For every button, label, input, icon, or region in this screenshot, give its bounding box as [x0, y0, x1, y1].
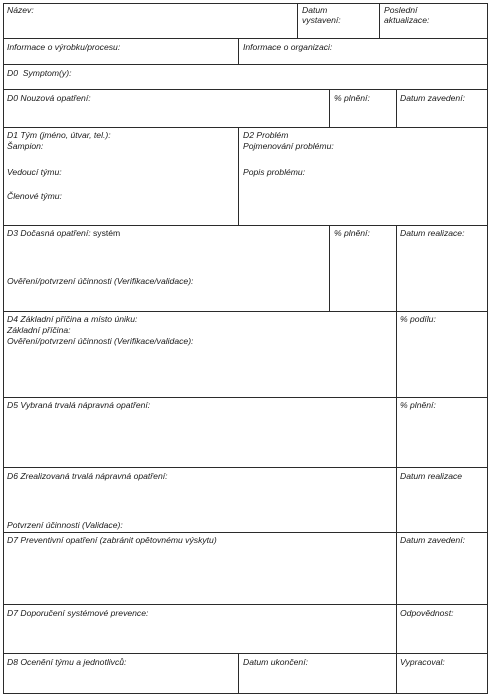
row-divider [3, 467, 488, 468]
d6-label: D6 Zrealizovaná trvalá nápravná opatření: [7, 471, 168, 481]
datum-vystaveni-label: vystavení: [302, 15, 341, 25]
d2-pojmenovani-label: Pojmenování problému: [243, 141, 334, 151]
d6-datum-label: Datum realizace [400, 471, 463, 481]
d4-overeni-label: Ověření/potvrzení účinnosti (Verifikace/validace): [7, 336, 194, 346]
d1-vedouci-label: Vedoucí týmu: [7, 167, 62, 177]
d5-plneni-label: % plnění: [400, 400, 436, 410]
col-divider [396, 311, 397, 694]
form-border-right [487, 3, 488, 694]
d3-label [7, 228, 120, 238]
col-divider [238, 38, 239, 65]
col-divider [329, 225, 330, 312]
col-divider [297, 3, 298, 39]
col-divider [396, 89, 397, 128]
row-divider [3, 89, 488, 90]
nazev-label: Název: [7, 5, 34, 15]
d2-popis-label: Popis problému: [243, 167, 306, 177]
d3-datum-label: Datum realizace: [400, 228, 465, 238]
d7-odpovednost-label: Odpovědnost: [400, 608, 454, 618]
d3-plneni-label: % plnění: [334, 228, 370, 238]
d3-label-italic: D3 Dočasná opatření: [7, 228, 91, 238]
d0-datum-label: Datum zavedení: [400, 93, 465, 103]
form-border-left [3, 3, 4, 694]
row-divider [3, 532, 488, 533]
col-divider [238, 127, 239, 226]
row-divider [3, 311, 488, 312]
form-border-top [3, 3, 488, 4]
d2-title: D2 Problém [243, 130, 289, 140]
d7-doporuceni-label: D7 Doporučení systémové prevence: [7, 608, 149, 618]
form-border-bottom [3, 693, 488, 694]
row-divider [3, 127, 488, 128]
d5-label: D5 Vybraná trvalá nápravná opatření: [7, 400, 151, 410]
d4-podil-label: % podílu: [400, 314, 436, 324]
d7-datum-label: Datum zavedení: [400, 535, 465, 545]
posledni-aktualizace-label: aktualizace: [384, 15, 430, 25]
col-divider [329, 89, 330, 128]
d1-title: D1 Tým (jméno, útvar, tel.): [7, 130, 111, 140]
col-divider [396, 225, 397, 312]
d4-title: D4 Základní příčina a místo úniku: [7, 314, 138, 324]
d8-datum-label: Datum ukončení: [243, 657, 308, 667]
d0-nouzova-label: D0 Nouzová opatření: [7, 93, 91, 103]
d7-preventivni-label: D7 Preventivní opatření (zabránit opětovnému výskytu) [7, 535, 217, 545]
d1-sampion-label: Šampion: [7, 141, 44, 151]
d8-oceneni-label: D8 Ocenění týmu a jednotlivců: [7, 657, 127, 667]
d8-vypracoval-label: Vypracoval: [400, 657, 445, 667]
d4-pricina-label: Základní příčina: [7, 325, 71, 335]
col-divider [238, 653, 239, 694]
d1-clenove-label: Členové týmu: [7, 191, 62, 201]
row-divider [3, 38, 488, 39]
row-divider [3, 397, 488, 398]
info-organizace-label: Informace o organizaci: [243, 42, 333, 52]
row-divider [3, 604, 488, 605]
row-divider [3, 653, 488, 654]
info-vyrobek-label: Informace o výrobku/procesu: [7, 42, 121, 52]
d6-potvrzeni-label: Potvrzení účinnosti (Validace): [7, 520, 123, 530]
row-divider [3, 225, 488, 226]
row-divider [3, 64, 488, 65]
posledni-aktualizace-label: Poslední [384, 5, 418, 15]
d0-plneni-label: % plnění: [334, 93, 370, 103]
d0-symptom-label: D0 Symptom(y): [7, 68, 72, 78]
datum-vystaveni-label: Datum [302, 5, 328, 15]
col-divider [379, 3, 380, 39]
d3-label-plain: systém [90, 228, 121, 238]
d3-overeni-label: Ověření/potvrzení účinnosti (Verifikace/validace): [7, 276, 194, 286]
